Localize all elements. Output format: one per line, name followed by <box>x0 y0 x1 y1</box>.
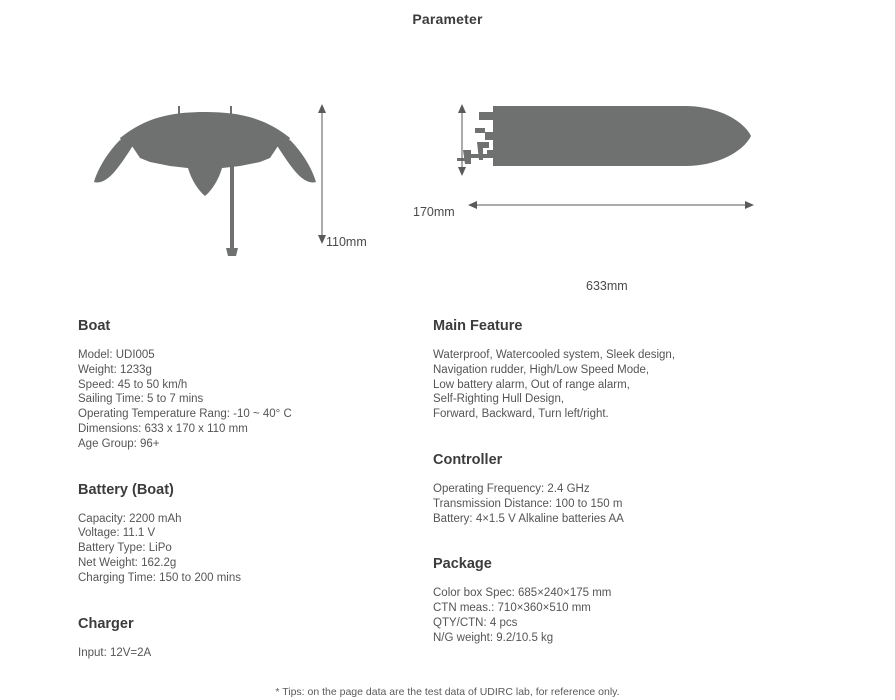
section-package-title: Package <box>433 556 492 573</box>
footer-note: * Tips: on the page data are the test data of UDIRC lab, for reference only. <box>275 686 620 698</box>
spec-line: Speed: 45 to 50 km/h <box>78 378 188 391</box>
length-dimension-label: 633mm <box>586 279 628 293</box>
spec-line: Waterproof, Watercooled system, Sleek design, <box>433 349 676 361</box>
spec-line: Net Weight: 162.2g <box>78 556 177 569</box>
spec-line: Age Group: 96+ <box>78 437 160 450</box>
spec-line: Voltage: 11.1 V <box>78 527 156 540</box>
boat-side-view-illustration <box>455 98 755 203</box>
section-controller-title: Controller <box>433 451 503 468</box>
section-main-feature-title: Main Feature <box>433 318 523 334</box>
spec-line: Input: 12V=2A <box>78 646 152 659</box>
boat-front-view-illustration <box>90 100 320 275</box>
spec-line: Transmission Distance: 100 to 150 m <box>433 497 623 510</box>
spec-line: Self-Righting Hull Design, <box>433 393 565 406</box>
spec-line: Weight: 1233g <box>78 363 152 376</box>
section-charger <box>78 616 418 661</box>
spec-line: Model: UDI005 <box>78 349 155 361</box>
spec-line: N/G weight: 9.2/10.5 kg <box>433 631 554 644</box>
spec-line: QTY/CTN: 4 pcs <box>433 616 518 629</box>
spec-line: Color box Spec: 685×240×175 mm <box>433 587 612 600</box>
spec-line: Battery: 4×1.5 V Alkaline batteries AA <box>433 512 624 525</box>
spec-line: Operating Frequency: 2.4 GHz <box>433 482 590 495</box>
section-battery <box>78 482 418 586</box>
spec-line: Operating Temperature Rang: -10 ~ 40° C <box>78 408 292 421</box>
section-boat <box>78 318 418 452</box>
spec-line: Capacity: 2200 mAh <box>78 512 182 525</box>
right-spec-column <box>433 318 833 646</box>
left-spec-column <box>78 318 418 660</box>
product-diagrams <box>0 70 895 293</box>
section-package <box>433 556 833 645</box>
spec-line: Sailing Time: 5 to 7 mins <box>78 393 204 406</box>
section-main-feature <box>433 318 833 422</box>
section-controller <box>433 452 833 526</box>
section-boat-title: Boat <box>78 318 111 334</box>
spec-line: Forward, Backward, Turn left/right. <box>433 408 609 421</box>
spec-line: Charging Time: 150 to 200 mins <box>78 571 242 584</box>
spec-line: Low battery alarm, Out of range alarm, <box>433 378 630 391</box>
page-title: Parameter <box>412 11 483 27</box>
spec-line: Battery Type: LiPo <box>78 542 172 555</box>
side-height-dimension-label: 170mm <box>413 205 455 219</box>
spec-line: CTN meas.: 710×360×510 mm <box>433 602 591 615</box>
spec-line: Dimensions: 633 x 170 x 110 mm <box>78 422 248 435</box>
height-dimension-label: 110mm <box>326 235 367 249</box>
section-battery-title: Battery (Boat) <box>78 481 174 498</box>
section-charger-title: Charger <box>78 615 134 632</box>
spec-line: Navigation rudder, High/Low Speed Mode, <box>433 363 650 376</box>
